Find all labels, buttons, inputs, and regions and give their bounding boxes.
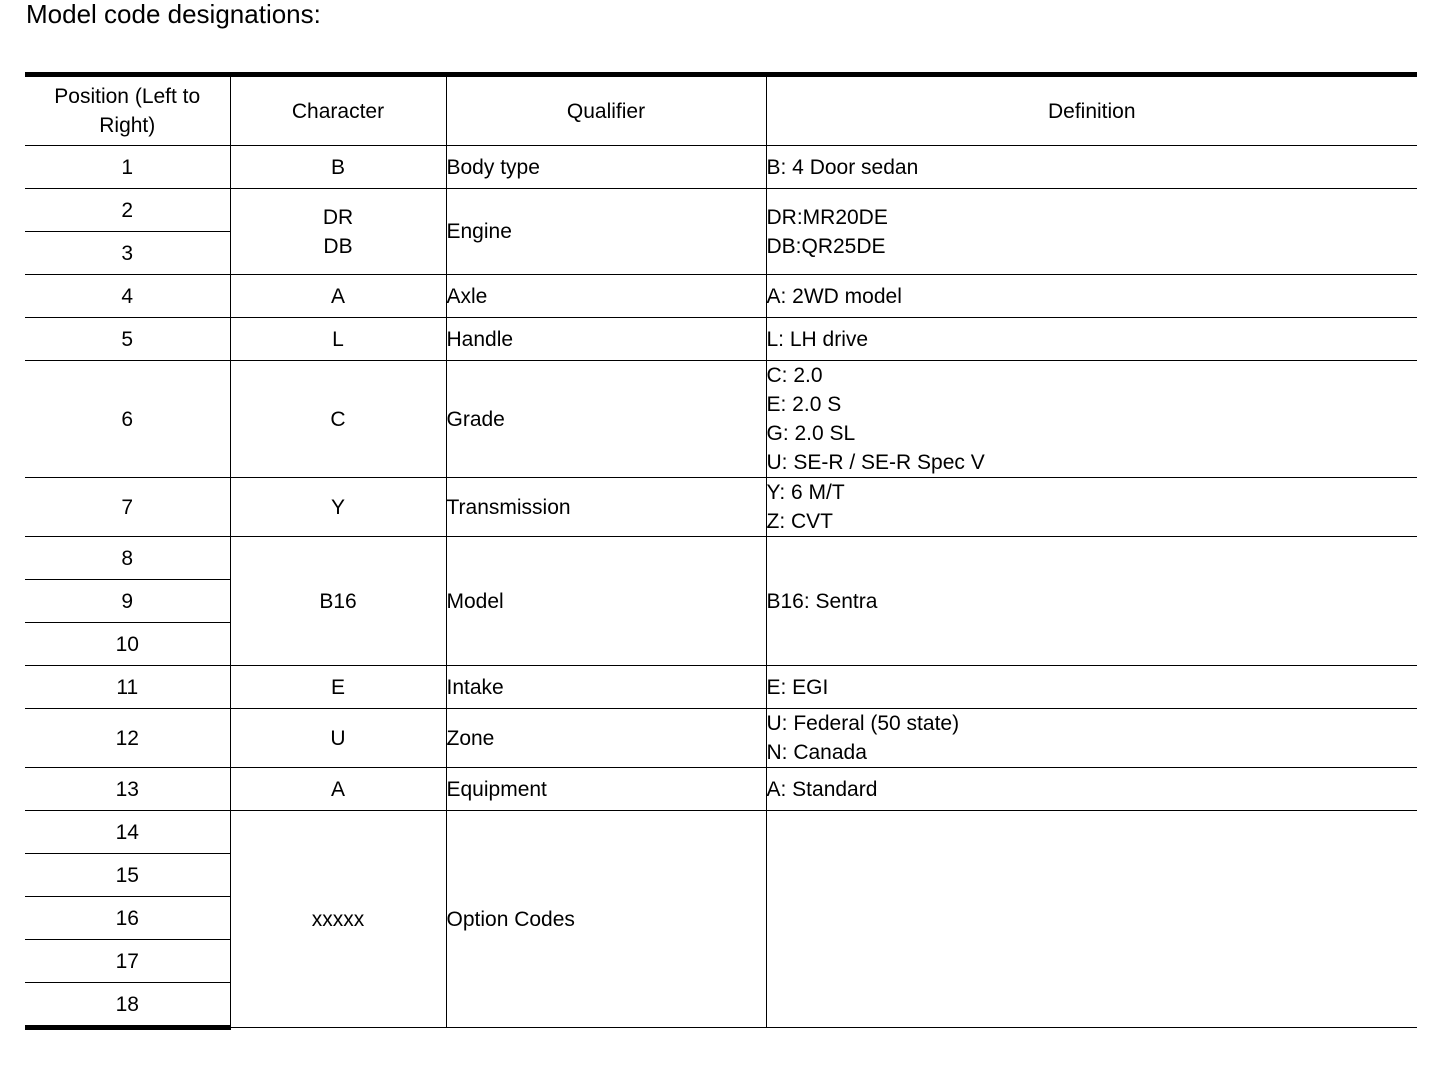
definition-cell <box>766 478 1417 537</box>
qualifier-cell: Axle <box>446 275 766 318</box>
model-code-table <box>25 72 1417 1030</box>
position-cell: 1 <box>25 146 230 189</box>
position-cell: 3 <box>25 232 230 275</box>
definition-cell <box>766 709 1417 768</box>
qualifier-cell: Handle <box>446 318 766 361</box>
definition-cell <box>766 768 1417 811</box>
qualifier-cell: Intake <box>446 666 766 709</box>
character-cell <box>230 361 446 478</box>
position-cell: 2 <box>25 189 230 232</box>
character-value: L <box>332 327 344 351</box>
position-cell: 9 <box>25 580 230 623</box>
qualifier-cell: Option Codes <box>446 811 766 1028</box>
position-cell: 15 <box>25 854 230 897</box>
definition-line: C: 2.0 <box>766 364 823 387</box>
position-cell: 5 <box>25 318 230 361</box>
header-character: Character <box>230 75 446 146</box>
header-position: Position (Left to Right) <box>25 75 230 146</box>
position-cell: 10 <box>25 623 230 666</box>
position-cell: 7 <box>25 478 230 537</box>
definition-line: U: SE-R / SE-R Spec V <box>766 451 985 474</box>
character-value: A <box>330 284 345 308</box>
qualifier-cell: Model <box>446 537 766 666</box>
definition-line: A: 2WD model <box>766 284 902 308</box>
definition-line: U: Federal (50 state) <box>766 712 960 735</box>
qualifier-cell: Body type <box>446 146 766 189</box>
character-cell <box>230 811 446 1028</box>
definition-cell <box>766 537 1417 666</box>
table-row <box>25 478 1417 537</box>
character-cell <box>230 146 446 189</box>
qualifier-cell: Zone <box>446 709 766 768</box>
table-row <box>25 318 1417 361</box>
character-cell <box>230 666 446 709</box>
position-cell: 6 <box>25 361 230 478</box>
character-value: B <box>330 155 345 179</box>
character-cell <box>230 768 446 811</box>
position-cell: 11 <box>25 666 230 709</box>
character-cell <box>230 275 446 318</box>
position-cell: 4 <box>25 275 230 318</box>
position-cell: 13 <box>25 768 230 811</box>
table-row <box>25 537 1417 580</box>
table-row <box>25 146 1417 189</box>
definition-cell <box>766 666 1417 709</box>
definition-line: DR:MR20DE <box>766 205 888 229</box>
definition-line: E: EGI <box>766 675 829 699</box>
header-qualifier: Qualifier <box>446 75 766 146</box>
table-row <box>25 275 1417 318</box>
definition-line: Z: CVT <box>766 510 833 533</box>
definition-line: E: 2.0 S <box>766 393 842 416</box>
table-row <box>25 361 1417 478</box>
character-value: DB <box>323 234 353 258</box>
character-cell <box>230 478 446 537</box>
table-row <box>25 709 1417 768</box>
position-cell: 12 <box>25 709 230 768</box>
position-cell: 17 <box>25 940 230 983</box>
definition-line: B16: Sentra <box>766 589 878 613</box>
qualifier-cell: Transmission <box>446 478 766 537</box>
definition-line: B: 4 Door sedan <box>766 155 919 179</box>
character-value: A <box>330 777 345 801</box>
definition-cell <box>766 146 1417 189</box>
character-value: C <box>330 407 346 431</box>
definition-line: DB:QR25DE <box>766 234 886 258</box>
character-value: DR <box>322 205 354 229</box>
qualifier-cell: Engine <box>446 189 766 275</box>
definition-line: A: Standard <box>766 777 878 801</box>
definition-cell <box>766 275 1417 318</box>
character-value: B16 <box>319 589 357 613</box>
character-cell <box>230 189 446 275</box>
definition-cell <box>766 811 1417 1028</box>
definition-line: L: LH drive <box>766 327 869 351</box>
definition-cell <box>766 361 1417 478</box>
character-value: Y <box>330 495 345 519</box>
position-cell: 18 <box>25 983 230 1028</box>
table-body <box>25 146 1417 1028</box>
table-row <box>25 666 1417 709</box>
definition-line: Y: 6 M/T <box>766 481 845 504</box>
definition-line: N: Canada <box>766 741 867 764</box>
character-value: xxxxx <box>311 907 365 931</box>
table-header-row <box>25 75 1417 146</box>
character-value: E <box>330 675 345 699</box>
position-cell: 14 <box>25 811 230 854</box>
table-row <box>25 189 1417 232</box>
character-value: U <box>330 726 346 750</box>
definition-line: G: 2.0 SL <box>766 422 856 445</box>
position-cell: 16 <box>25 897 230 940</box>
table-row <box>25 768 1417 811</box>
qualifier-cell: Grade <box>446 361 766 478</box>
header-definition: Definition <box>766 75 1417 146</box>
table-row <box>25 811 1417 854</box>
definition-cell <box>766 189 1417 275</box>
page-title: Model code designations: <box>26 0 321 29</box>
qualifier-cell: Equipment <box>446 768 766 811</box>
character-cell <box>230 709 446 768</box>
definition-cell <box>766 318 1417 361</box>
character-cell <box>230 537 446 666</box>
position-cell: 8 <box>25 537 230 580</box>
character-cell <box>230 318 446 361</box>
